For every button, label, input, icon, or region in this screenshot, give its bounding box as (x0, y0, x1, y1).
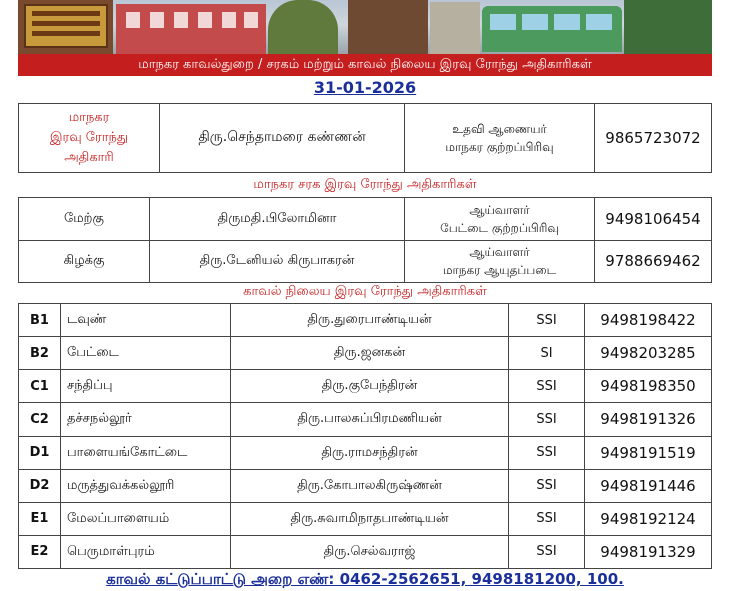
station-cell: பெருமாள்புரம் (61, 535, 231, 568)
phone-cell: 9498106454 (595, 198, 712, 241)
bus-image (482, 6, 622, 52)
code-cell: E2 (19, 535, 61, 568)
phone-cell: 9498192124 (585, 502, 712, 535)
city-officer-table (18, 103, 712, 173)
table-row (19, 535, 712, 568)
table-row (19, 337, 712, 370)
rank-cell: SSI (509, 502, 585, 535)
phone-cell: 9498191446 (585, 469, 712, 502)
page-title: மாநகர காவல்துறை / சரகம் மற்றும் காவல் நிலைய இரவு ரோந்து அதிகாரிகள் (18, 54, 712, 76)
officer-name: திரு.ராமசந்திரன் (231, 436, 509, 469)
table-row (19, 403, 712, 436)
table-row (19, 469, 712, 502)
table-row (19, 502, 712, 535)
station-cell: தச்சநல்லூர் (61, 403, 231, 436)
officer-name: திரு.கோபாலகிருஷ்ணன் (231, 469, 509, 502)
code-cell: E1 (19, 502, 61, 535)
officer-name: திரு.பாலசுப்பிரமணியன் (231, 403, 509, 436)
table-row (19, 436, 712, 469)
zone-cell: மேற்கு (19, 198, 150, 241)
code-cell: C2 (19, 403, 61, 436)
phone-cell: 9788669462 (595, 240, 712, 283)
rank-cell: SSI (509, 535, 585, 568)
rank-cell: SSI (509, 304, 585, 337)
control-room-footer: காவல் கட்டுப்பாட்டு அறை எண்: 0462-2562651, 9498181200, 100. (106, 570, 624, 588)
station-cell: மேலப்பாளையம் (61, 502, 231, 535)
phone-cell: 9498203285 (585, 337, 712, 370)
phone-cell: 9865723072 (595, 104, 712, 173)
officer-name: திரு.ஜனகன் (231, 337, 509, 370)
officer-name: திரு.குபேந்திரன் (231, 370, 509, 403)
table-row (19, 304, 712, 337)
code-cell: D1 (19, 436, 61, 469)
phone-cell: 9498191329 (585, 535, 712, 568)
station-cell: பாளையங்கோட்டை (61, 436, 231, 469)
rank-cell: SSI (509, 469, 585, 502)
phone-cell: 9498191519 (585, 436, 712, 469)
phone-cell: 9498198350 (585, 370, 712, 403)
officer-name: திருமதி.பிலோமினா (150, 198, 405, 241)
header-photo (18, 0, 712, 54)
report-date: 31-01-2026 (313, 78, 417, 97)
table-row (19, 240, 712, 283)
phone-cell: 9498191326 (585, 403, 712, 436)
phone-cell: 9498198422 (585, 304, 712, 337)
rank-cell: SSI (509, 403, 585, 436)
code-cell: C1 (19, 370, 61, 403)
station-section-title: காவல் நிலைய இரவு ரோந்து அதிகாரிகள் (243, 284, 487, 299)
station-officer-table (18, 303, 712, 569)
designation-cell: உதவி ஆணையர் மாநகர குற்றப்பிரிவு (405, 104, 595, 173)
zone-cell: கிழக்கு (19, 240, 150, 283)
range-officer-table (18, 197, 712, 283)
officer-name: திரு.சுவாமிநாதபாண்டியன் (231, 502, 509, 535)
junction-sign (24, 4, 108, 48)
code-cell: D2 (19, 469, 61, 502)
rank-cell: SSI (509, 436, 585, 469)
code-cell: B2 (19, 337, 61, 370)
officer-name: திரு.துரைபாண்டியன் (231, 304, 509, 337)
code-cell: B1 (19, 304, 61, 337)
range-section-title: மாநகர சரக இரவு ரோந்து அதிகாரிகள் (253, 177, 477, 192)
rank-cell: SSI (509, 370, 585, 403)
role-cell: மாநகர இரவு ரோந்து அதிகாரி (19, 104, 160, 173)
station-cell: மருத்துவக்கல்லூரி (61, 469, 231, 502)
designation-cell: ஆய்வாளர் மாநகர ஆயுதப்படை (405, 240, 595, 283)
officer-name: திரு.செந்தாமரை கண்ணன் (160, 104, 405, 173)
station-cell: சந்திப்பு (61, 370, 231, 403)
rank-cell: SI (509, 337, 585, 370)
officer-name: திரு.செல்வராஜ் (231, 535, 509, 568)
table-row (19, 370, 712, 403)
table-row (19, 198, 712, 241)
station-cell: டவுண் (61, 304, 231, 337)
officer-name: திரு.டேனியல் கிருபாகரன் (150, 240, 405, 283)
station-cell: பேட்டை (61, 337, 231, 370)
designation-cell: ஆய்வாளர் பேட்டை குற்றப்பிரிவு (405, 198, 595, 241)
